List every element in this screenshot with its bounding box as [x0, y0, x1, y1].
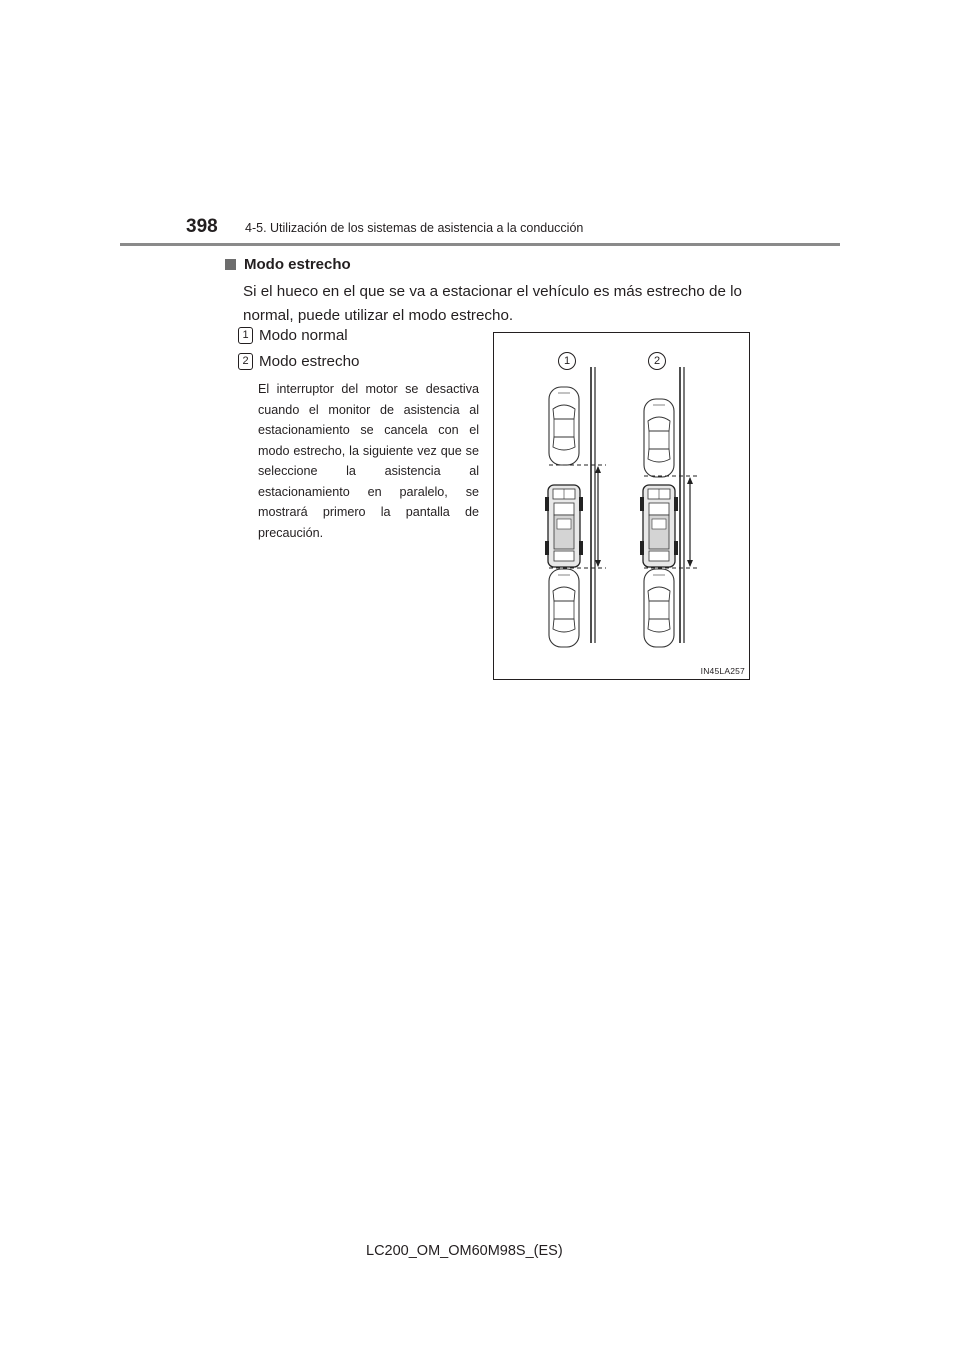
figure-code: IN45LA257	[700, 666, 745, 676]
list-item-normal-mode	[238, 327, 348, 344]
number-badge: 1	[238, 327, 253, 344]
list-item-narrow-mode	[238, 353, 359, 370]
list-item-label: Modo normal	[259, 327, 348, 344]
note-paragraph: El interruptor del motor se desactiva cuando el monitor de asistencia al estacionamiento se cancela con el modo estrecho, la siguiente vez que se seleccione la asistencia al estacionamiento en paralelo, se mostrará primero la pantalla de precaución.	[258, 382, 479, 540]
heading-text: Modo estrecho	[244, 256, 351, 273]
figure-label-2: 2	[648, 352, 666, 370]
parking-illustration	[494, 333, 751, 681]
figure-label-1: 1	[558, 352, 576, 370]
intro-paragraph: Si el hueco en el que se va a estacionar el vehículo es más estrecho de lo normal, puede utilizar el modo estrecho.	[243, 283, 742, 324]
header-rule	[120, 243, 840, 246]
number-badge: 2	[238, 353, 253, 370]
list-item-label: Modo estrecho	[259, 353, 360, 370]
page-number: 398	[186, 216, 218, 237]
section-heading	[225, 256, 351, 273]
parking-diagram	[493, 332, 750, 680]
footer-doc-code: LC200_OM_OM60M98S_(ES)	[366, 1243, 563, 1259]
square-bullet-icon	[225, 259, 236, 270]
section-title: 4-5. Utilización de los sistemas de asistencia a la conducción	[245, 221, 584, 235]
